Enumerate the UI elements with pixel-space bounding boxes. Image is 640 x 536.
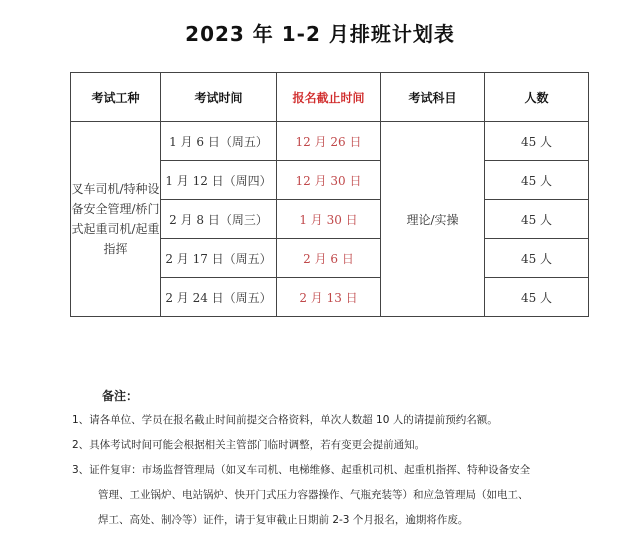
table-header-row: [71, 73, 589, 122]
note-item-continued: 焊工、高处、制冷等）证件，请于复审截止日期前 2-3 个月报名，逾期将作废。: [98, 514, 469, 526]
note-item-continued: 管理、工业锅炉、电站锅炉、快开门式压力容器操作、气瓶充装等）和应急管理局（如电工、: [98, 489, 529, 501]
header-count: 人数: [485, 73, 589, 122]
notes-title: 备注：: [102, 389, 139, 403]
note-item: 1、请各单位、学员在报名截止时间前提交合格资料，单次人数超 10 人的请提前预约名额。: [72, 414, 498, 426]
count-cell: 45 人: [485, 122, 589, 161]
count-cell: 45 人: [485, 278, 589, 317]
header-deadline: 报名截止时间: [277, 73, 381, 122]
page-title: 2023 年 1-2 月排班计划表: [185, 22, 455, 46]
deadline-cell: 12 月 26 日: [277, 122, 381, 161]
exam-time-cell: 1 月 12 日（周四）: [161, 161, 277, 200]
exam-time-cell: 2 月 8 日（周三）: [161, 200, 277, 239]
job-type-cell: 叉车司机/特种设备安全管理/桥门式起重司机/起重指挥: [71, 122, 161, 317]
schedule-table: [70, 72, 589, 317]
note-item: 2、具体考试时间可能会根据相关主管部门临时调整，若有变更会提前通知。: [72, 439, 426, 451]
deadline-cell: 2 月 6 日: [277, 239, 381, 278]
count-cell: 45 人: [485, 239, 589, 278]
count-cell: 45 人: [485, 200, 589, 239]
exam-time-cell: 1 月 6 日（周五）: [161, 122, 277, 161]
header-subject: 考试科目: [381, 73, 485, 122]
header-exam-time: 考试时间: [161, 73, 277, 122]
notes-section: [72, 384, 628, 533]
exam-time-cell: 2 月 24 日（周五）: [161, 278, 277, 317]
deadline-cell: 2 月 13 日: [277, 278, 381, 317]
exam-time-cell: 2 月 17 日（周五）: [161, 239, 277, 278]
deadline-cell: 1 月 30 日: [277, 200, 381, 239]
header-job-type: 考试工种: [71, 73, 161, 122]
subject-cell: 理论/实操: [381, 122, 485, 317]
table-row: [71, 122, 589, 161]
deadline-cell: 12 月 30 日: [277, 161, 381, 200]
count-cell: 45 人: [485, 161, 589, 200]
note-item: 3、证件复审：市场监督管理局（如叉车司机、电梯维修、起重机司机、起重机指挥、特种设备安全: [72, 464, 531, 476]
